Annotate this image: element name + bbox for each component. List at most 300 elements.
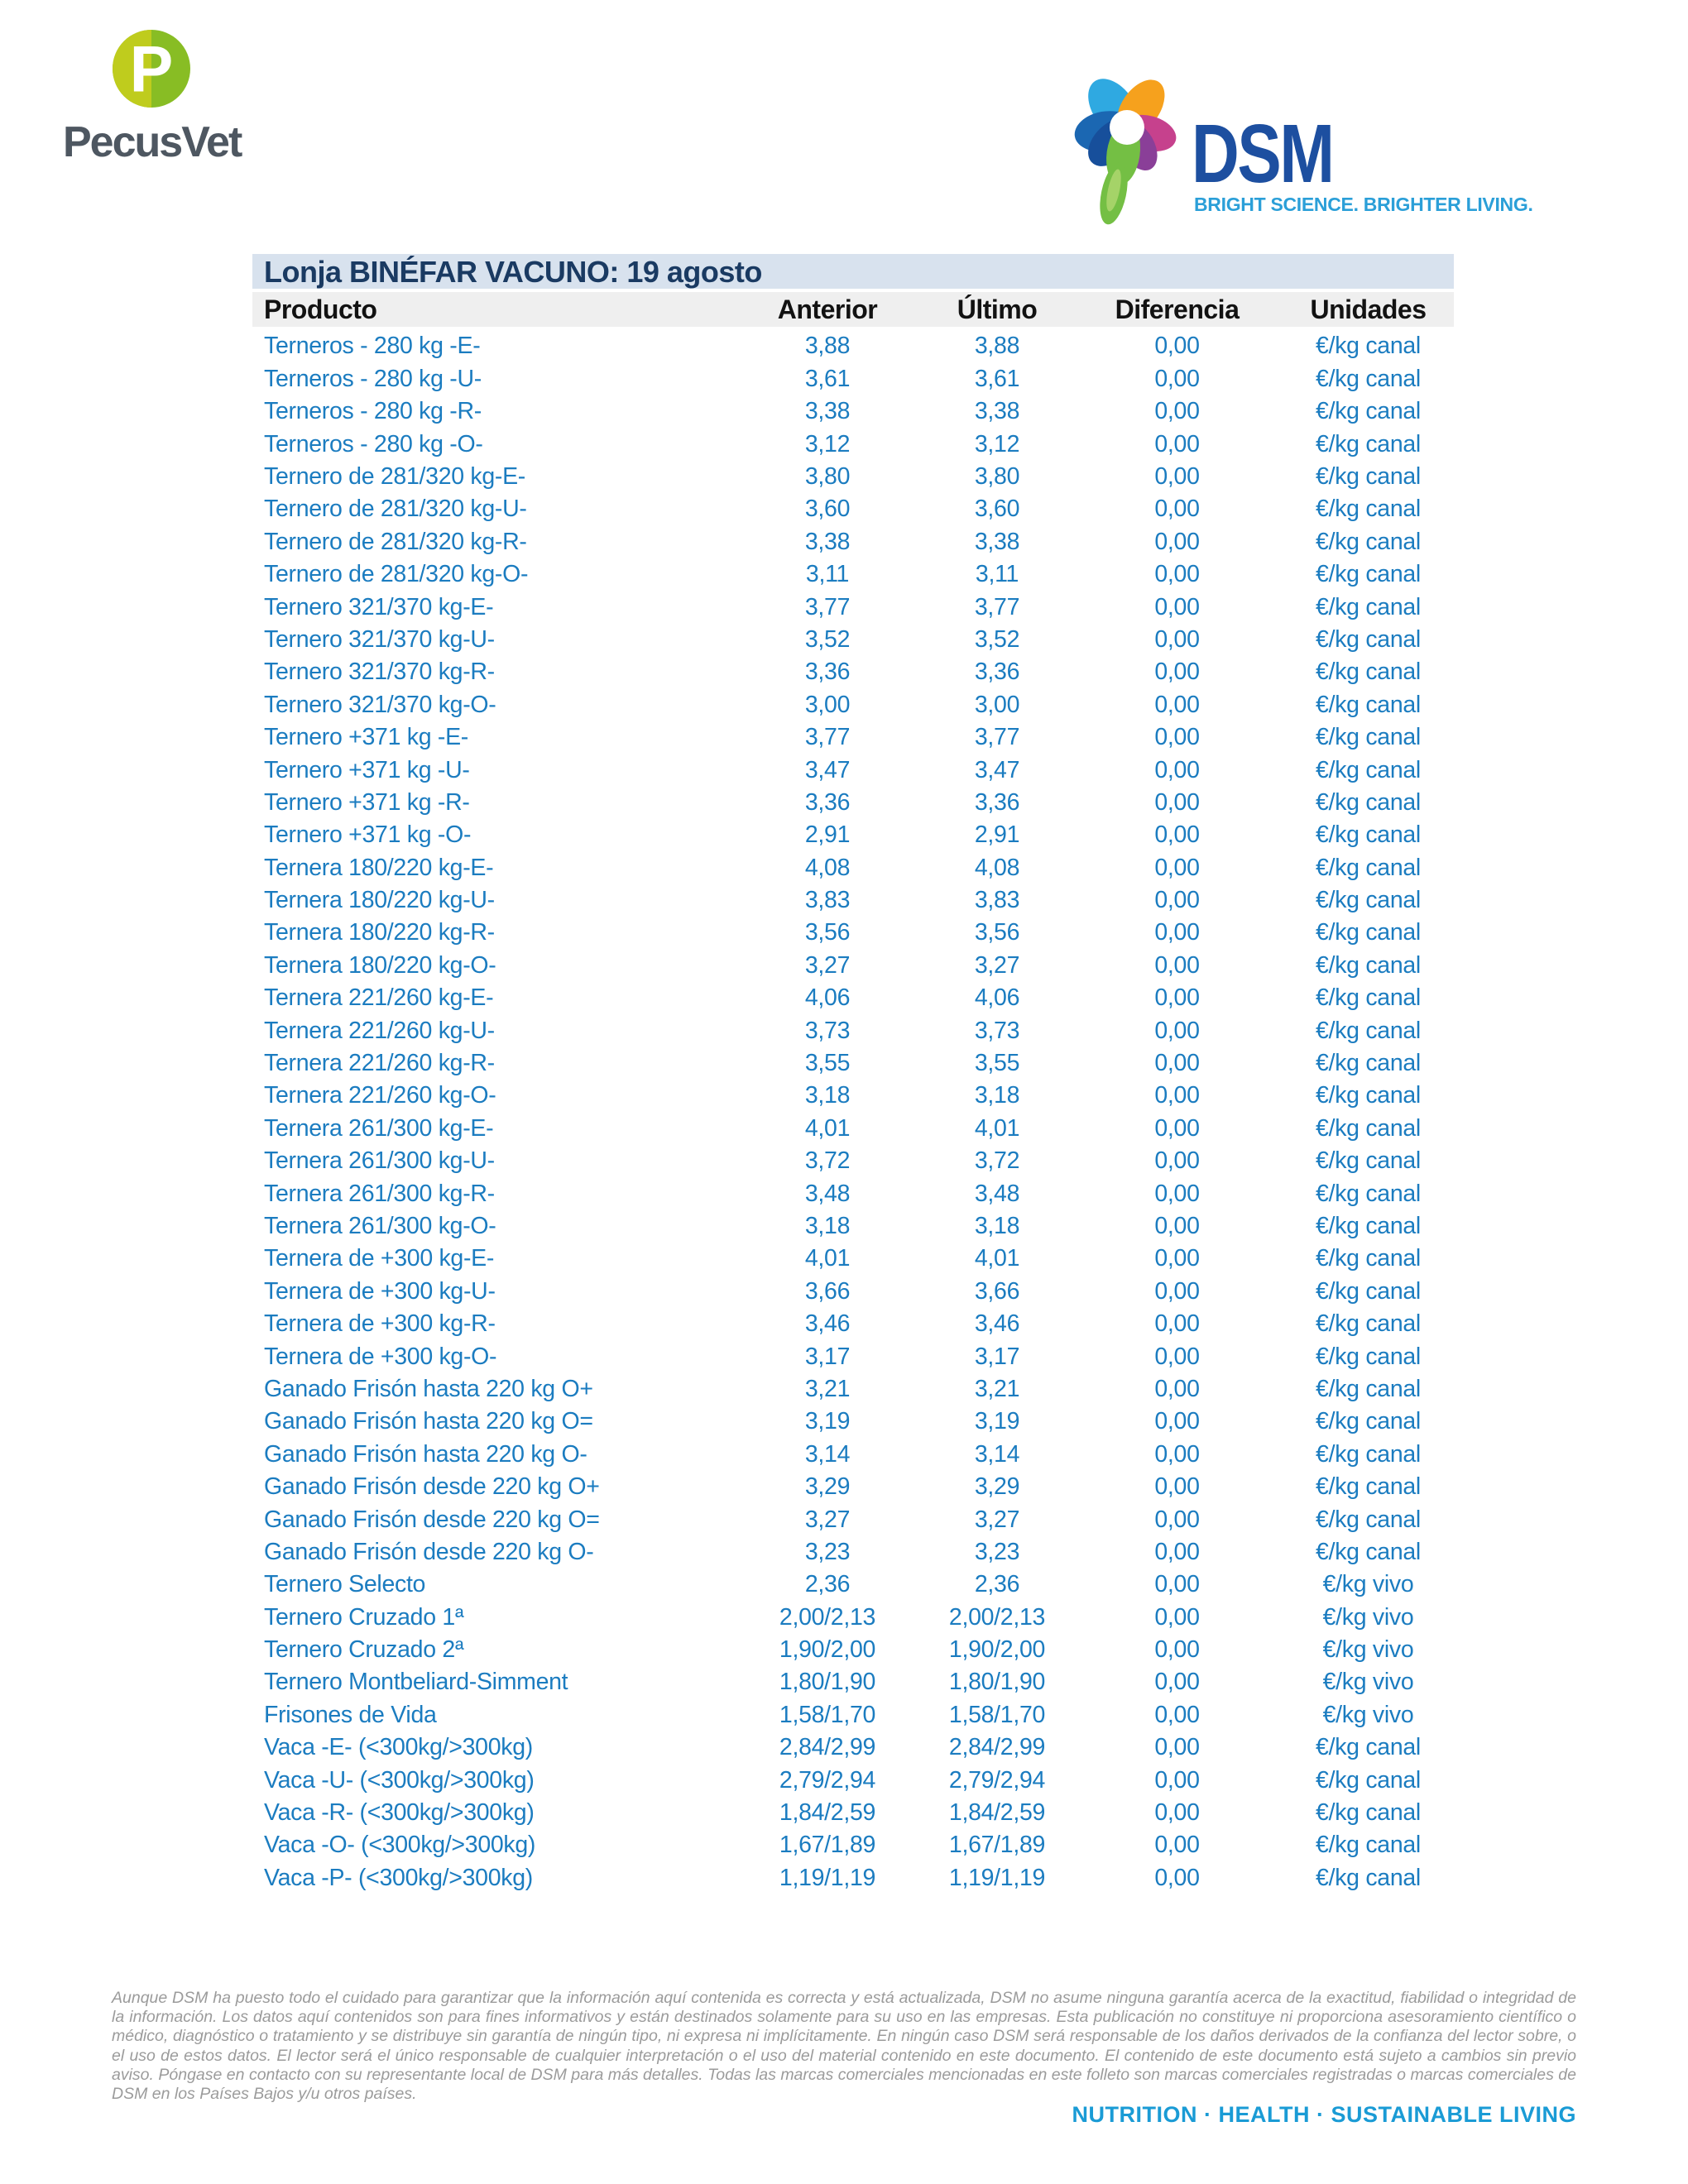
cell-diferencia: 0,00 [1154,659,1200,686]
cell-anterior: 3,27 [804,1506,851,1533]
table-row [252,1373,1454,1406]
cell-diferencia: 0,00 [1154,1277,1200,1305]
cell-unidades: €/kg canal [1316,1245,1421,1272]
cell-anterior: 3,12 [804,430,851,457]
cell-diferencia: 0,00 [1154,1212,1200,1239]
cell-ultimo: 3,38 [974,398,1020,425]
table-row [252,949,1454,981]
cell-ultimo: 3,27 [974,1506,1020,1533]
cell-diferencia: 0,00 [1154,1440,1200,1468]
table-row [252,525,1454,558]
cell-diferencia: 0,00 [1154,1864,1200,1891]
cell-producto: Ternera 221/260 kg-E- [264,984,494,1012]
cell-unidades: €/kg vivo [1322,1701,1414,1728]
cell-diferencia: 0,00 [1154,887,1200,914]
table-row [252,688,1454,721]
table-row [252,1503,1454,1535]
table-row [252,851,1454,884]
cell-diferencia: 0,00 [1154,691,1200,718]
cell-diferencia: 0,00 [1154,1701,1200,1728]
table-row [252,1275,1454,1307]
cell-diferencia: 0,00 [1154,593,1200,620]
cell-anterior: 3,18 [804,1212,851,1239]
table-row [252,461,1454,493]
cell-unidades: €/kg canal [1316,463,1421,490]
table-row [252,1829,1454,1861]
cell-anterior: 2,36 [804,1571,851,1598]
cell-anterior: 1,19/1,19 [779,1864,876,1891]
cell-producto: Vaca -U- (<300kg/>300kg) [264,1766,535,1794]
cell-unidades: €/kg canal [1316,496,1421,523]
cell-diferencia: 0,00 [1154,919,1200,946]
cell-anterior: 3,19 [804,1408,851,1435]
table-row [252,754,1454,786]
cell-anterior: 1,58/1,70 [779,1701,876,1728]
table-header-row [252,292,1454,327]
cell-diferencia: 0,00 [1154,788,1200,816]
cell-unidades: €/kg canal [1316,365,1421,392]
cell-producto: Ganado Frisón hasta 220 kg O= [264,1408,593,1435]
table-row [252,1634,1454,1666]
cell-unidades: €/kg canal [1316,659,1421,686]
cell-diferencia: 0,00 [1154,1343,1200,1370]
cell-diferencia: 0,00 [1154,1245,1200,1272]
cell-anterior: 4,06 [804,984,851,1012]
cell-anterior: 3,00 [804,691,851,718]
cell-anterior: 3,77 [804,724,851,751]
table-rows [252,330,1454,1894]
cell-ultimo: 3,27 [974,951,1020,979]
cell-unidades: €/kg canal [1316,1538,1421,1565]
cell-producto: Ternero de 281/320 kg-U- [264,496,527,523]
table-row [252,819,1454,851]
cell-producto: Ternero Montbeliard-Simment [264,1669,568,1696]
table-row [252,395,1454,428]
cell-producto: Ternero Cruzado 1ª [264,1603,464,1631]
table-row [252,1698,1454,1731]
cell-producto: Ternera 180/220 kg-R- [264,919,495,946]
cell-diferencia: 0,00 [1154,1147,1200,1175]
cell-producto: Ternero Cruzado 2ª [264,1636,464,1664]
cell-unidades: €/kg canal [1316,1375,1421,1402]
cell-diferencia: 0,00 [1154,724,1200,751]
cell-ultimo: 4,06 [974,984,1020,1012]
cell-ultimo: 3,38 [974,528,1020,555]
cell-anterior: 1,80/1,90 [779,1669,876,1696]
cell-diferencia: 0,00 [1154,1180,1200,1207]
cell-unidades: €/kg canal [1316,528,1421,555]
cell-anterior: 3,72 [804,1147,851,1175]
cell-producto: Ternera 261/300 kg-R- [264,1180,495,1207]
cell-diferencia: 0,00 [1154,1310,1200,1338]
cell-unidades: €/kg canal [1316,1734,1421,1761]
cell-anterior: 3,80 [804,463,851,490]
table-row [252,1731,1454,1764]
table-row [252,884,1454,917]
table-row [252,362,1454,395]
cell-unidades: €/kg canal [1316,691,1421,718]
cell-ultimo: 4,01 [974,1245,1020,1272]
cell-anterior: 3,36 [804,659,851,686]
cell-ultimo: 2,91 [974,821,1020,849]
cell-unidades: €/kg canal [1316,1212,1421,1239]
cell-unidades: €/kg canal [1316,1506,1421,1533]
cell-anterior: 3,29 [804,1473,851,1501]
table-row [252,1569,1454,1601]
table-row [252,1014,1454,1046]
cell-diferencia: 0,00 [1154,1734,1200,1761]
cell-producto: Ternera de +300 kg-R- [264,1310,496,1338]
cell-anterior: 3,61 [804,365,851,392]
cell-unidades: €/kg canal [1316,1114,1421,1142]
cell-anterior: 2,84/2,99 [779,1734,876,1761]
table-row [252,1601,1454,1633]
cell-unidades: €/kg canal [1316,333,1421,360]
cell-ultimo: 3,55 [974,1050,1020,1077]
cell-producto: Vaca -O- (<300kg/>300kg) [264,1832,536,1859]
cell-ultimo: 3,52 [974,625,1020,653]
cell-ultimo: 3,18 [974,1212,1020,1239]
cell-producto: Ternera 261/300 kg-O- [264,1212,496,1239]
table-row [252,786,1454,818]
cell-ultimo: 4,01 [974,1114,1020,1142]
cell-ultimo: 3,21 [974,1375,1020,1402]
table-row [252,1243,1454,1275]
cell-diferencia: 0,00 [1154,1799,1200,1827]
pecusvet-wordmark: PecusVet [63,118,242,166]
cell-producto: Ganado Frisón desde 220 kg O= [264,1506,600,1533]
cell-unidades: €/kg canal [1316,1082,1421,1109]
cell-ultimo: 3,73 [974,1017,1020,1044]
cell-diferencia: 0,00 [1154,561,1200,588]
cell-producto: Ternera de +300 kg-O- [264,1343,497,1370]
cell-ultimo: 2,79/2,94 [948,1766,1046,1794]
cell-unidades: €/kg canal [1316,1832,1421,1859]
table-row [252,656,1454,688]
table-row [252,1797,1454,1829]
cell-producto: Ganado Frisón desde 220 kg O- [264,1538,594,1565]
table-row [252,1764,1454,1796]
cell-ultimo: 3,66 [974,1277,1020,1305]
table-row [252,493,1454,525]
cell-producto: Ternero +371 kg -R- [264,788,470,816]
cell-producto: Vaca -R- (<300kg/>300kg) [264,1799,535,1827]
table-row [252,1535,1454,1568]
cell-producto: Vaca -E- (<300kg/>300kg) [264,1734,533,1761]
table-row [252,982,1454,1014]
cell-unidades: €/kg canal [1316,1050,1421,1077]
cell-producto: Ternero Selecto [264,1571,426,1598]
cell-producto: Ganado Frisón hasta 220 kg O- [264,1440,587,1468]
pecusvet-logo-icon [113,30,190,108]
cell-unidades: €/kg canal [1316,1017,1421,1044]
cell-producto: Ternero 321/370 kg-U- [264,625,495,653]
table-row [252,428,1454,460]
cell-unidades: €/kg canal [1316,951,1421,979]
cell-unidades: €/kg canal [1316,398,1421,425]
cell-diferencia: 0,00 [1154,365,1200,392]
cell-ultimo: 3,14 [974,1440,1020,1468]
table-row [252,558,1454,591]
table-row [252,1666,1454,1698]
cell-unidades: €/kg canal [1316,984,1421,1012]
table-row [252,1047,1454,1080]
cell-unidades: €/kg vivo [1322,1669,1414,1696]
cell-unidades: €/kg canal [1316,854,1421,881]
table-row [252,591,1454,623]
cell-anterior: 4,01 [804,1114,851,1142]
disclaimer-text: Aunque DSM ha puesto todo el cuidado para garantizar que la información aquí contenida es correcta y está actualizada, DSM no asume ninguna garantía acerca de la exactitud, fiabilidad o integridad de la información. Los datos aquí contenidos son para fines informativos y están destinados solamente para su uso en las empresas. Esta publicación no constituye ni proporciona asesoramiento científico o médico, diagnóstico o tratamiento y se distribuye sin garantía de ningún tipo, ni expresa ni implícitamente. En ningún caso DSM será responsable de los daños derivados de la confianza del lector sobre, o el uso de estos datos. El lector será el único responsable de cualquier interpretación o el uso del material contenido en este documento. El contenido de este documento está sujeto a cambios sin previo aviso. Póngase en contacto con su representante local de DSM para más detalles. Todas las marcas comerciales mencionadas en este folleto son marcas comerciales registradas o marcas comerciales de DSM en los Países Bajos y/u otros países. [112,1989,1576,2104]
column-header-ultimo: Último [957,294,1038,324]
cell-unidades: €/kg vivo [1322,1636,1414,1664]
cell-unidades: €/kg canal [1316,788,1421,816]
dsm-logo [1066,51,1579,233]
table-title: Lonja BINÉFAR VACUNO: 19 agosto [264,255,762,289]
table-title-band [252,254,1454,289]
cell-producto: Ternera 261/300 kg-U- [264,1147,495,1175]
cell-producto: Ternero 321/370 kg-R- [264,659,495,686]
table-row [252,1145,1454,1177]
table-row [252,1177,1454,1209]
cell-ultimo: 3,61 [974,365,1020,392]
cell-unidades: €/kg canal [1316,887,1421,914]
cell-ultimo: 1,19/1,19 [948,1864,1046,1891]
table-row [252,1861,1454,1894]
cell-ultimo: 3,83 [974,887,1020,914]
column-header-diferencia: Diferencia [1115,294,1240,324]
table-row [252,721,1454,754]
cell-diferencia: 0,00 [1154,821,1200,849]
cell-unidades: €/kg canal [1316,1180,1421,1207]
cell-anterior: 3,11 [805,561,850,588]
cell-unidades: €/kg canal [1316,724,1421,751]
cell-anterior: 3,46 [804,1310,851,1338]
table-row [252,1210,1454,1243]
cell-producto: Ternero +371 kg -U- [264,756,470,783]
cell-diferencia: 0,00 [1154,1375,1200,1402]
cell-anterior: 4,08 [804,854,851,881]
cell-anterior: 3,17 [804,1343,851,1370]
cell-anterior: 3,38 [804,528,851,555]
cell-diferencia: 0,00 [1154,1636,1200,1664]
cell-diferencia: 0,00 [1154,1473,1200,1501]
cell-diferencia: 0,00 [1154,951,1200,979]
cell-anterior: 3,77 [804,593,851,620]
cell-producto: Ternera 261/300 kg-E- [264,1114,494,1142]
table-row [252,1471,1454,1503]
cell-ultimo: 3,47 [974,756,1020,783]
cell-diferencia: 0,00 [1154,1766,1200,1794]
cell-ultimo: 3,18 [974,1082,1020,1109]
cell-anterior: 3,88 [804,333,851,360]
cell-ultimo: 1,67/1,89 [948,1832,1046,1859]
cell-producto: Ternero de 281/320 kg-O- [264,561,529,588]
cell-ultimo: 1,58/1,70 [948,1701,1046,1728]
cell-diferencia: 0,00 [1154,528,1200,555]
cell-unidades: €/kg canal [1316,1766,1421,1794]
cell-anterior: 3,38 [804,398,851,425]
cell-producto: Ternera 221/260 kg-O- [264,1082,496,1109]
cell-anterior: 1,67/1,89 [779,1832,876,1859]
cell-unidades: €/kg canal [1316,1440,1421,1468]
cell-anterior: 3,60 [804,496,851,523]
cell-diferencia: 0,00 [1154,756,1200,783]
cell-unidades: €/kg canal [1316,1277,1421,1305]
cell-anterior: 3,73 [804,1017,851,1044]
cell-producto: Ternero de 281/320 kg-E- [264,463,525,490]
table-row [252,1080,1454,1112]
cell-diferencia: 0,00 [1154,1669,1200,1696]
cell-anterior: 2,91 [804,821,851,849]
cell-anterior: 3,52 [804,625,851,653]
cell-unidades: €/kg canal [1316,561,1421,588]
cell-diferencia: 0,00 [1154,430,1200,457]
cell-producto: Ternera 180/220 kg-U- [264,887,495,914]
cell-anterior: 3,47 [804,756,851,783]
cell-producto: Terneros - 280 kg -O- [264,430,483,457]
cell-anterior: 3,27 [804,951,851,979]
cell-producto: Ternera de +300 kg-U- [264,1277,496,1305]
cell-ultimo: 3,11 [975,561,1019,588]
cell-anterior: 1,90/2,00 [779,1636,876,1664]
cell-ultimo: 3,19 [974,1408,1020,1435]
cell-diferencia: 0,00 [1154,496,1200,523]
table-row [252,330,1454,362]
cell-producto: Ternera 221/260 kg-R- [264,1050,495,1077]
cell-anterior: 3,83 [804,887,851,914]
cell-ultimo: 1,80/1,90 [948,1669,1046,1696]
cell-ultimo: 1,84/2,59 [948,1799,1046,1827]
table-row [252,1112,1454,1144]
cell-diferencia: 0,00 [1154,463,1200,490]
cell-ultimo: 3,48 [974,1180,1020,1207]
cell-producto: Ternera 180/220 kg-O- [264,951,496,979]
cell-unidades: €/kg canal [1316,625,1421,653]
cell-producto: Frisones de Vida [264,1701,437,1728]
cell-unidades: €/kg canal [1316,1473,1421,1501]
cell-ultimo: 3,46 [974,1310,1020,1338]
cell-unidades: €/kg vivo [1322,1571,1414,1598]
cell-ultimo: 2,84/2,99 [948,1734,1046,1761]
dsm-tagline: BRIGHT SCIENCE. BRIGHTER LIVING. [1194,194,1533,215]
cell-ultimo: 3,60 [974,496,1020,523]
cell-unidades: €/kg canal [1316,1310,1421,1338]
table-row [252,624,1454,656]
cell-producto: Ternero 321/370 kg-O- [264,691,496,718]
column-header-anterior: Anterior [777,294,878,324]
cell-unidades: €/kg canal [1316,1864,1421,1891]
cell-unidades: €/kg vivo [1322,1603,1414,1631]
table-row [252,1438,1454,1470]
cell-producto: Ternero 321/370 kg-E- [264,593,494,620]
cell-diferencia: 0,00 [1154,984,1200,1012]
cell-diferencia: 0,00 [1154,1114,1200,1142]
cell-ultimo: 3,72 [974,1147,1020,1175]
cell-anterior: 3,23 [804,1538,851,1565]
cell-unidades: €/kg canal [1316,1408,1421,1435]
cell-diferencia: 0,00 [1154,625,1200,653]
cell-diferencia: 0,00 [1154,1538,1200,1565]
cell-anterior: 3,48 [804,1180,851,1207]
cell-ultimo: 3,23 [974,1538,1020,1565]
cell-ultimo: 3,56 [974,919,1020,946]
cell-unidades: €/kg canal [1316,919,1421,946]
cell-anterior: 2,79/2,94 [779,1766,876,1794]
cell-ultimo: 3,36 [974,788,1020,816]
cell-ultimo: 2,00/2,13 [948,1603,1046,1631]
cell-diferencia: 0,00 [1154,1506,1200,1533]
cell-producto: Ternero +371 kg -O- [264,821,472,849]
svg-text:P: P [129,32,174,106]
cell-anterior: 3,14 [804,1440,851,1468]
table-row [252,1340,1454,1372]
cell-producto: Ternera de +300 kg-E- [264,1245,495,1272]
cell-anterior: 3,66 [804,1277,851,1305]
cell-diferencia: 0,00 [1154,1603,1200,1631]
cell-ultimo: 3,77 [974,593,1020,620]
cell-producto: Vaca -P- (<300kg/>300kg) [264,1864,533,1891]
cell-ultimo: 3,29 [974,1473,1020,1501]
cell-diferencia: 0,00 [1154,398,1200,425]
cell-anterior: 1,84/2,59 [779,1799,876,1827]
cell-ultimo: 3,88 [974,333,1020,360]
cell-producto: Ganado Frisón hasta 220 kg O+ [264,1375,593,1402]
cell-anterior: 3,21 [804,1375,851,1402]
cell-diferencia: 0,00 [1154,1408,1200,1435]
cell-producto: Ternera 180/220 kg-E- [264,854,494,881]
footer-tagline: NUTRITION · HEALTH · SUSTAINABLE LIVING [1072,2102,1576,2127]
cell-ultimo: 2,36 [974,1571,1020,1598]
cell-ultimo: 3,00 [974,691,1020,718]
cell-ultimo: 3,36 [974,659,1020,686]
cell-anterior: 3,56 [804,919,851,946]
cell-anterior: 3,18 [804,1082,851,1109]
cell-unidades: €/kg canal [1316,430,1421,457]
cell-anterior: 3,36 [804,788,851,816]
cell-anterior: 4,01 [804,1245,851,1272]
table-row [252,1406,1454,1438]
cell-ultimo: 1,90/2,00 [948,1636,1046,1664]
cell-anterior: 2,00/2,13 [779,1603,876,1631]
cell-diferencia: 0,00 [1154,1082,1200,1109]
cell-ultimo: 3,77 [974,724,1020,751]
cell-producto: Terneros - 280 kg -R- [264,398,482,425]
cell-producto: Ternero +371 kg -E- [264,724,468,751]
cell-anterior: 3,55 [804,1050,851,1077]
dsm-logo-icon [1066,51,1195,228]
cell-unidades: €/kg canal [1316,1147,1421,1175]
cell-ultimo: 3,80 [974,463,1020,490]
cell-producto: Ternera 221/260 kg-U- [264,1017,495,1044]
cell-producto: Terneros - 280 kg -E- [264,333,481,360]
cell-producto: Terneros - 280 kg -U- [264,365,482,392]
cell-diferencia: 0,00 [1154,1832,1200,1859]
cell-unidades: €/kg canal [1316,821,1421,849]
cell-ultimo: 3,12 [974,430,1020,457]
cell-ultimo: 3,17 [974,1343,1020,1370]
column-header-producto: Producto [264,294,377,324]
cell-unidades: €/kg canal [1316,756,1421,783]
cell-unidades: €/kg canal [1316,1799,1421,1827]
dsm-wordmark: DSM [1192,108,1333,200]
cell-producto: Ganado Frisón desde 220 kg O+ [264,1473,600,1501]
cell-diferencia: 0,00 [1154,1571,1200,1598]
cell-diferencia: 0,00 [1154,1017,1200,1044]
cell-unidades: €/kg canal [1316,1343,1421,1370]
cell-diferencia: 0,00 [1154,333,1200,360]
column-header-unidades: Unidades [1310,294,1427,324]
table-row [252,1308,1454,1340]
